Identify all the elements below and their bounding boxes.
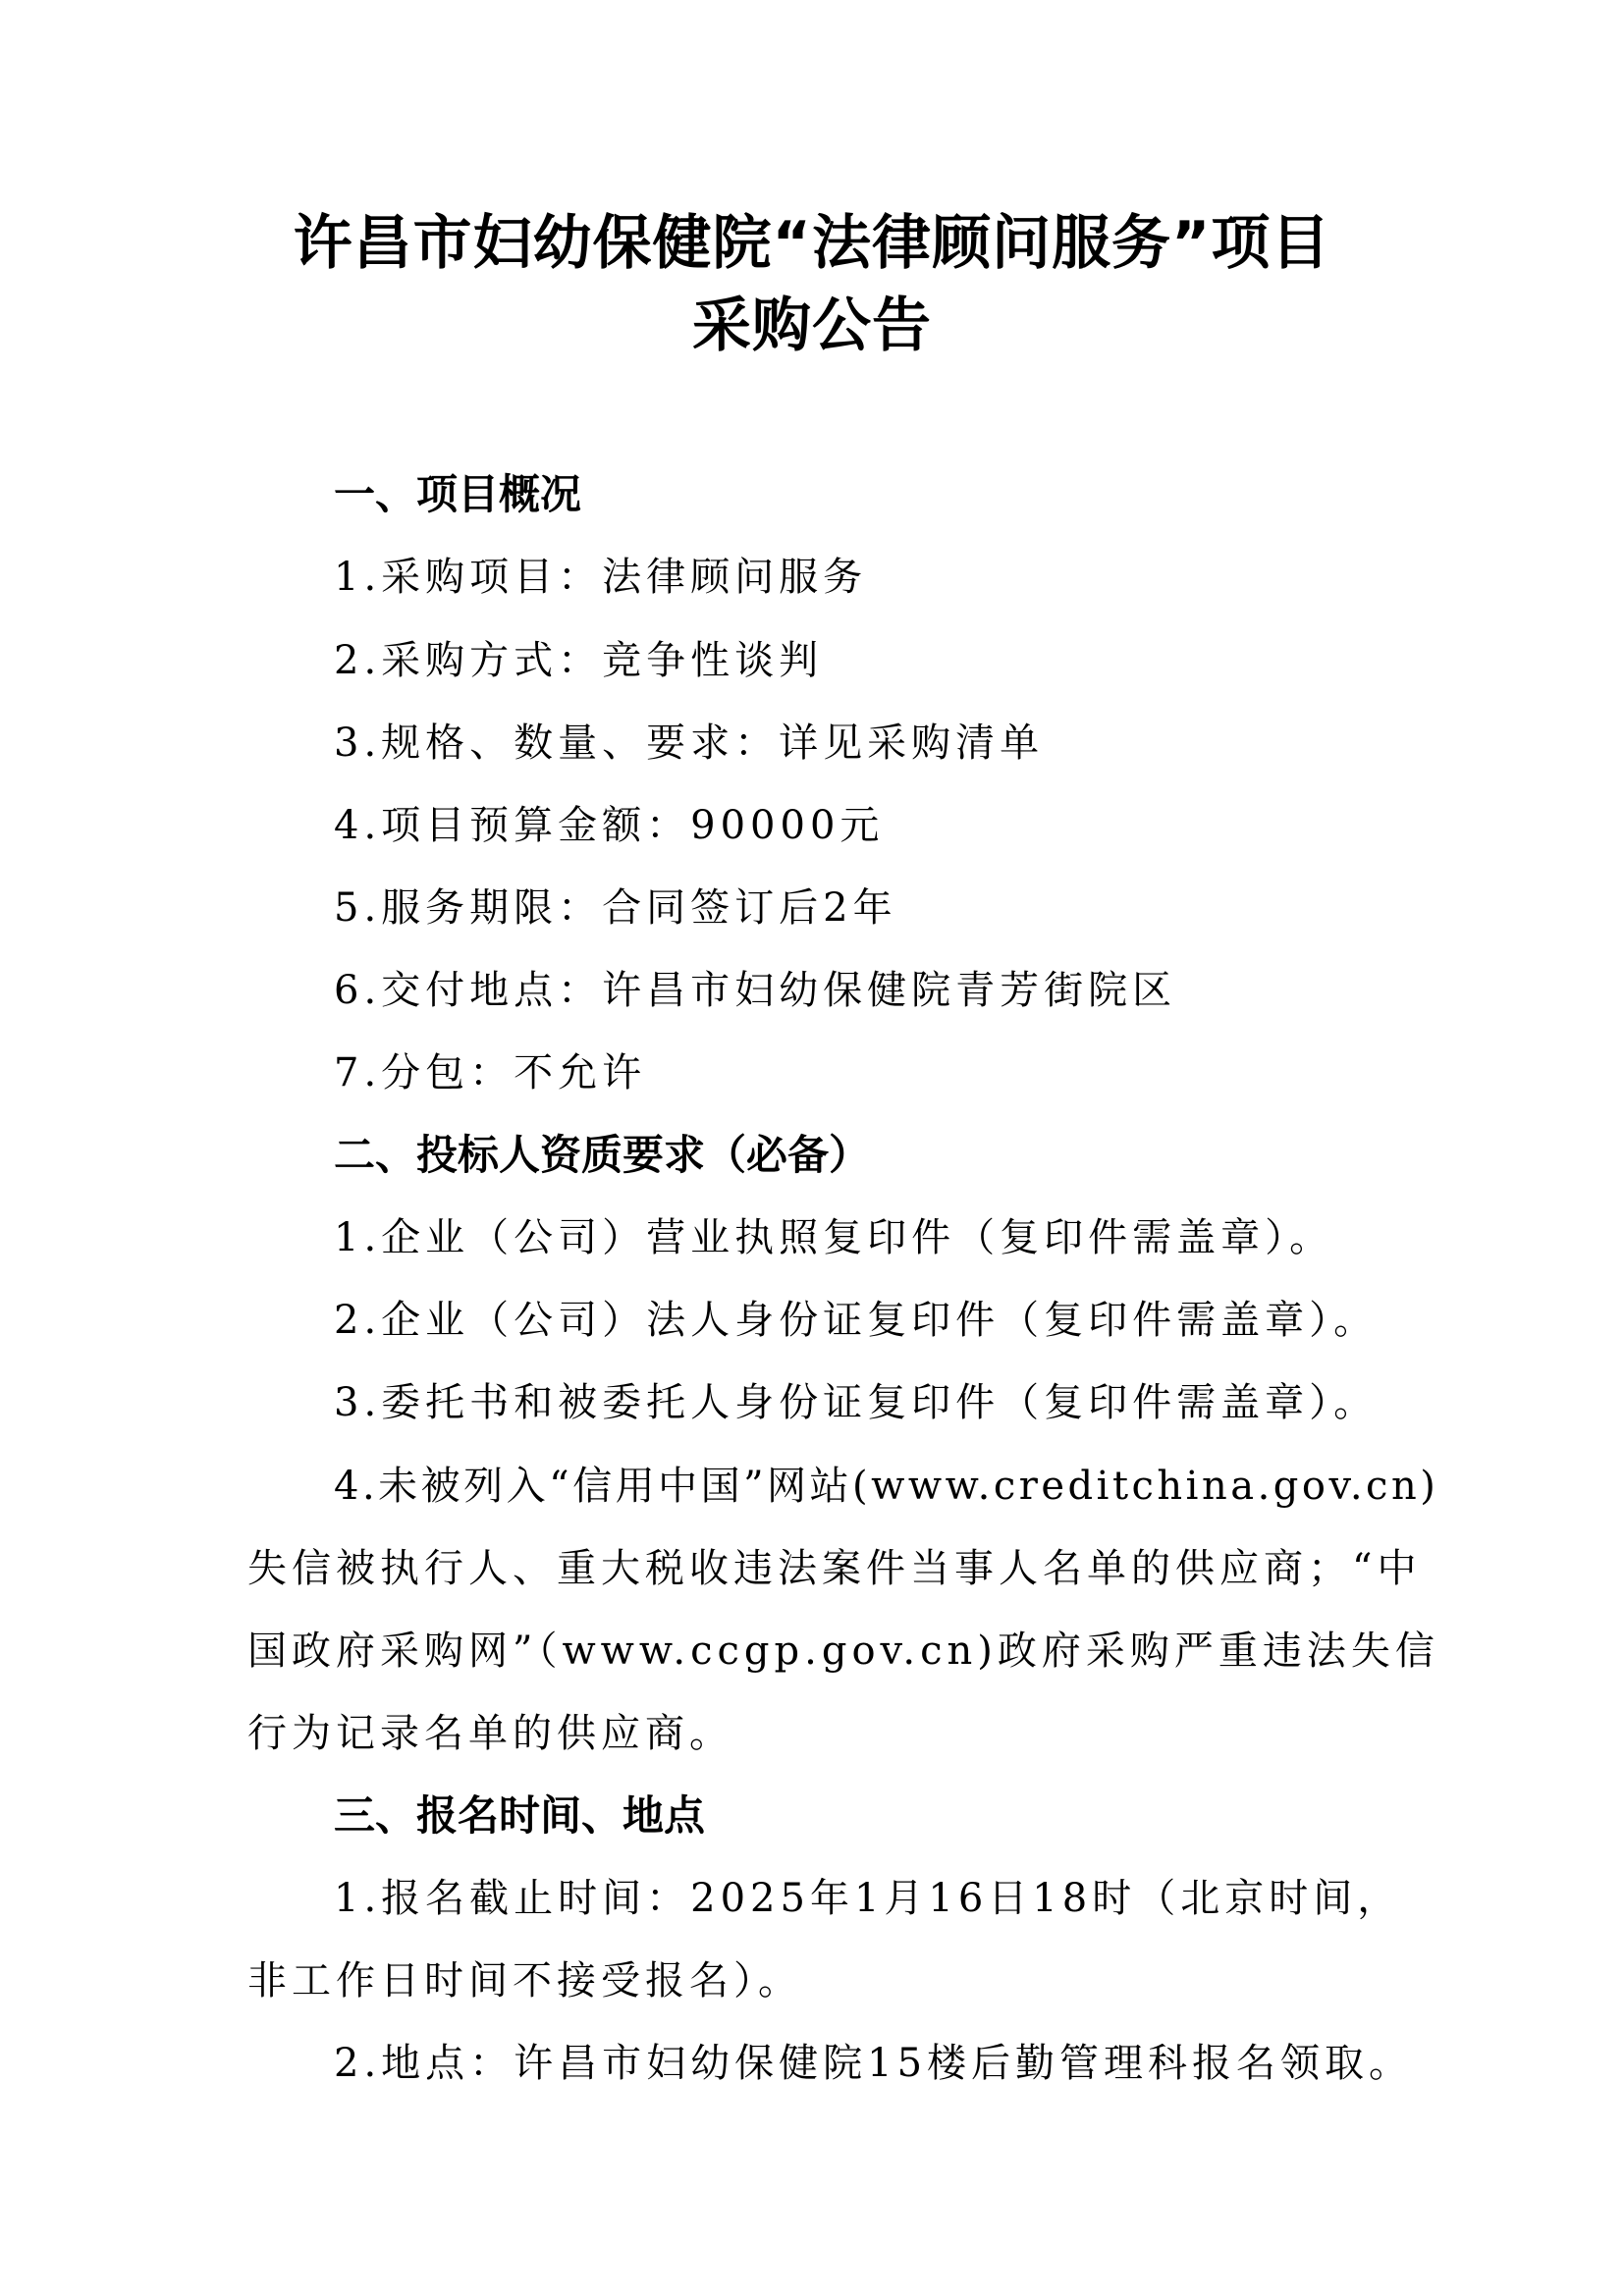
- document-title-line-1: 许昌市妇幼保健院“法律顾问服务”项目: [293, 209, 1331, 278]
- overview-item-procurement-method: 2.采购方式：竞争性谈判: [334, 638, 824, 683]
- overview-item-specifications: 3.规格、数量、要求：详见采购清单: [334, 721, 1045, 766]
- section-heading-registration: 三、报名时间、地点: [334, 1791, 706, 1840]
- overview-item-service-period: 5.服务期限：合同签订后2年: [334, 885, 897, 931]
- qualification-item-credit-line-4: 行为记录名单的供应商。: [247, 1711, 733, 1756]
- qualification-item-business-license: 1.企业（公司）营业执照复印件（复印件需盖章）。: [334, 1215, 1334, 1260]
- document-title-line-2: 采购公告: [692, 292, 932, 360]
- registration-deadline-line-1: 1.报名截止时间：2025年1月16日18时（北京时间，: [334, 1876, 1402, 1921]
- qualification-item-power-of-attorney: 3.委托书和被委托人身份证复印件（复印件需盖章）。: [334, 1380, 1379, 1425]
- qualification-item-credit-line-2: 失信被执行人、重大税收违法案件当事人名单的供应商；“中: [247, 1546, 1422, 1591]
- qualification-item-credit-line-1: 4.未被列入“信用中国”网站(www.creditchina.gov.cn): [334, 1464, 1439, 1509]
- section-heading-project-overview: 一、项目概况: [334, 470, 582, 518]
- registration-deadline-line-2: 非工作日时间不接受报名）。: [247, 1958, 802, 2003]
- qualification-item-legal-rep-id: 2.企业（公司）法人身份证复印件（复印件需盖章）。: [334, 1298, 1379, 1343]
- section-heading-bidder-qualifications: 二、投标人资质要求（必备）: [334, 1131, 871, 1179]
- qualification-item-credit-line-3: 国政府采购网”（www.ccgp.gov.cn)政府采购严重违法失信: [247, 1629, 1439, 1674]
- registration-location: 2.地点：许昌市妇幼保健院15楼后勤管理科报名领取。: [334, 2041, 1414, 2086]
- overview-item-budget: 4.项目预算金额：90000元: [334, 803, 885, 848]
- overview-item-delivery-location: 6.交付地点：许昌市妇幼保健院青芳街院区: [334, 968, 1177, 1013]
- overview-item-procurement-project: 1.采购项目：法律顾问服务: [334, 555, 868, 600]
- overview-item-subpackage: 7.分包：不允许: [334, 1050, 647, 1095]
